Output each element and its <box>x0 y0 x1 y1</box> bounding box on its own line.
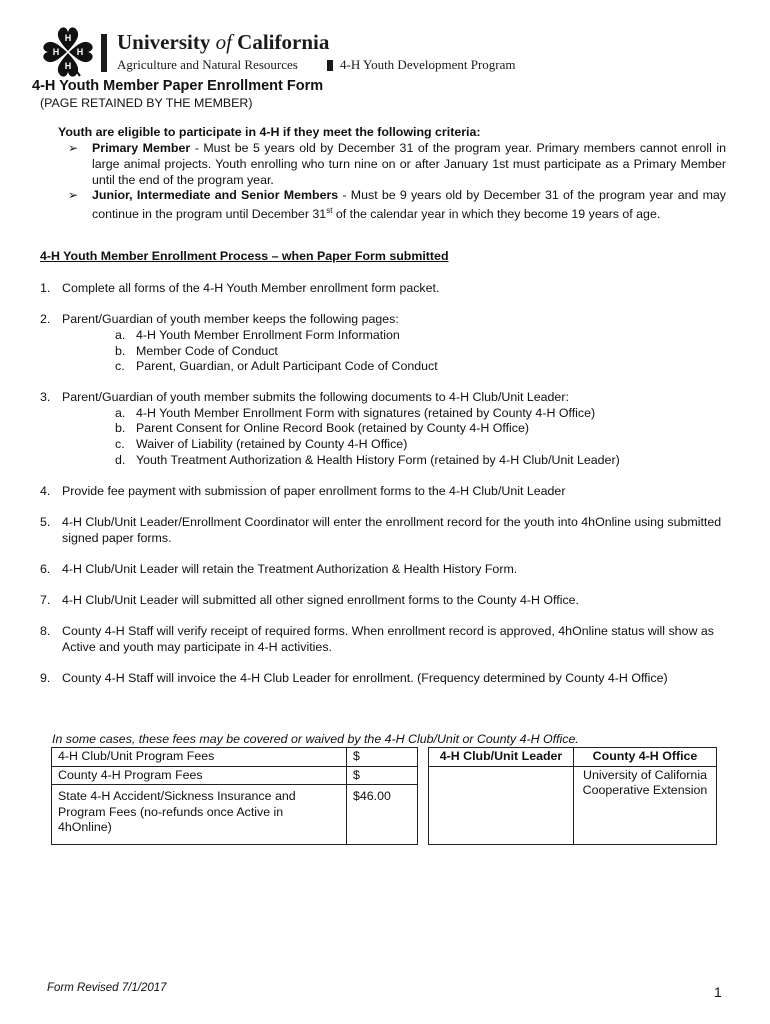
sub-item-letter: c. <box>115 437 125 451</box>
sub-item-letter: b. <box>115 421 126 435</box>
step-text: County 4-H Staff will invoice the 4-H Club Leader for enrollment. (Frequency determined by County 4-H Office) <box>62 671 668 685</box>
fee-label: State 4-H Accident/Sickness Insurance and Program Fees (no-refunds once Active in 4hOnline) <box>52 785 347 845</box>
step-number: 5. <box>40 515 51 529</box>
step-text: Parent/Guardian of youth member submits the following documents to 4-H Club/Unit Leader: <box>62 390 569 404</box>
step-number: 1. <box>40 281 51 295</box>
step-text: 4-H Club/Unit Leader will submitted all other signed enrollment forms to the County 4-H Office. <box>62 593 579 607</box>
club-leader-header: 4-H Club/Unit Leader <box>429 748 574 767</box>
program-marker-icon <box>327 60 333 71</box>
step-text: 4-H Club/Unit Leader will retain the Treatment Authorization & Health History Form. <box>62 562 518 576</box>
sub-item-text: Member Code of Conduct <box>136 344 278 358</box>
fee-waiver-note: In some cases, these fees may be covered or waived by the 4-H Club/Unit or County 4-H Office. <box>52 732 579 746</box>
process-heading: 4-H Youth Member Enrollment Process – when Paper Form submitted <box>40 249 449 263</box>
county-office-header: County 4-H Office <box>574 748 717 767</box>
step-text: County 4-H Staff will verify receipt of required forms. When enrollment record is approved, 4hOnline status will show as Active and youth may participate in 4-H activities. <box>62 624 714 654</box>
criteria-primary: Primary Member - Must be 5 years old by December 31 of the program year. Primary members cannot enroll in large animal projects. Youth enrolling who turn nine on or after January 1st must participate as a Primary Member until the end of the program year. <box>92 141 727 187</box>
sub-item-text: Parent, Guardian, or Adult Participant Code of Conduct <box>136 359 438 373</box>
form-subtitle: (PAGE RETAINED BY THE MEMBER) <box>40 96 253 110</box>
criteria-junior-senior: Junior, Intermediate and Senior Members - Must be 9 years old by December 31 of the program year and may continue in the program until December 31st of the calendar year in which they become 19 years of age. <box>92 188 726 222</box>
program-name: 4-H Youth Development Program <box>340 57 516 72</box>
county-office-cell <box>574 766 717 844</box>
svg-text:H: H <box>64 61 72 71</box>
division-name: Agriculture and Natural Resources <box>117 57 298 72</box>
county-office-line: Cooperative Extension <box>582 783 708 797</box>
fee-amount[interactable]: $ <box>347 766 418 785</box>
step-text: Parent/Guardian of youth member keeps the following pages: <box>62 312 399 326</box>
table-row <box>429 766 717 844</box>
bullet-arrow-icon: ➢ <box>68 188 79 202</box>
step-number: 3. <box>40 390 51 404</box>
form-revision-date: Form Revised 7/1/2017 <box>47 982 167 994</box>
fee-amount: $46.00 <box>347 785 418 845</box>
sub-item-text: 4-H Youth Member Enrollment Form with signatures (retained by County 4-H Office) <box>136 406 596 420</box>
sub-item-text: Parent Consent for Online Record Book (retained by County 4-H Office) <box>136 421 530 435</box>
header-divider-bar <box>101 34 107 72</box>
step-number: 9. <box>40 671 51 685</box>
remit-table <box>428 747 717 845</box>
step-text: 4-H Club/Unit Leader/Enrollment Coordinator will enter the enrollment record for the youth into 4hOnline using submitted signed paper forms. <box>62 515 722 545</box>
sub-item-letter: a. <box>115 328 126 342</box>
svg-text:H: H <box>52 47 60 57</box>
fee-label: 4-H Club/Unit Program Fees <box>52 748 347 767</box>
sub-item-letter: c. <box>115 359 125 373</box>
step-number: 6. <box>40 562 51 576</box>
step-number: 4. <box>40 484 51 498</box>
fees-table <box>51 747 418 845</box>
page-number: 1 <box>714 984 722 1000</box>
four-h-clover-logo-icon <box>40 24 96 80</box>
sub-item-text: Waiver of Liability (retained by County 4-H Office) <box>136 437 408 451</box>
club-leader-cell[interactable] <box>429 766 574 844</box>
sub-item-text: 4-H Youth Member Enrollment Form Information <box>136 328 400 342</box>
table-row <box>429 748 717 767</box>
step-number: 2. <box>40 312 51 326</box>
fee-amount[interactable]: $ <box>347 748 418 767</box>
sub-item-text: Youth Treatment Authorization & Health History Form (retained by 4-H Club/Unit Leader) <box>136 453 620 467</box>
svg-text:H: H <box>76 47 84 57</box>
step-number: 8. <box>40 624 51 638</box>
bullet-arrow-icon: ➢ <box>68 141 79 155</box>
table-row <box>52 785 418 845</box>
university-name: University of California <box>117 30 330 54</box>
table-row <box>52 766 418 785</box>
sub-item-letter: d. <box>115 453 126 467</box>
sub-item-letter: a. <box>115 406 126 420</box>
criteria-heading: Youth are eligible to participate in 4-H if they meet the following criteria: <box>58 125 481 139</box>
step-text: Provide fee payment with submission of paper enrollment forms to the 4-H Club/Unit Leader <box>62 484 566 498</box>
sub-item-letter: b. <box>115 344 126 358</box>
table-row <box>52 748 418 767</box>
fee-label: County 4-H Program Fees <box>52 766 347 785</box>
step-number: 7. <box>40 593 51 607</box>
step-text: Complete all forms of the 4-H Youth Member enrollment form packet. <box>62 281 440 295</box>
form-title: 4-H Youth Member Paper Enrollment Form <box>32 78 324 94</box>
svg-text:H: H <box>64 33 72 43</box>
county-office-line: University of California <box>583 767 707 782</box>
